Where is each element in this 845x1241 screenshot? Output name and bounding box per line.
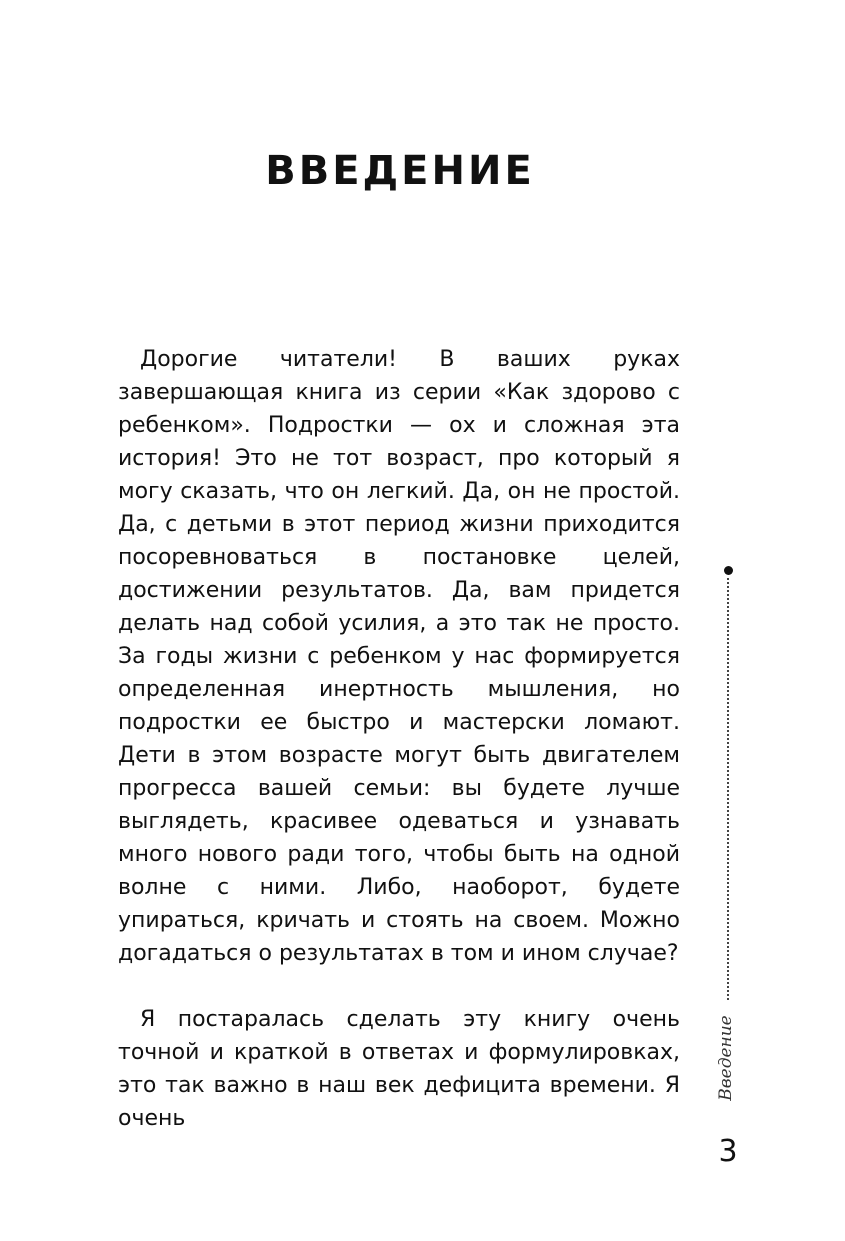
running-head-label: Введение (716, 1015, 736, 1101)
chapter-title: ВВЕДЕНИЕ (265, 148, 535, 194)
paragraph-2: Я постаралась сделать эту книгу очень точной и краткой в ответах и формулировках, это так важно в наш век дефицита времени. Я очень (118, 1007, 680, 1131)
page-number: 3 (718, 1134, 738, 1169)
body-text (118, 343, 680, 1135)
paragraph-1: Дорогие читатели! В ваших руках завершающая книга из серии «Как здорово с ребенком». Подростки — ох и сложная эта история! Это не тот возраст, про который я могу сказать, что он легкий. Да, он не простой. Да, с детьми в этот период жизни приходится посоревноваться в постановке целей, достижении результатов. Да, вам придется делать над собой усилия, а это так не просто. За годы жизни с ребенком у нас формируется определенная инертность мышления, но подростки ее быстро и мастерски ломают. Дети в этом возрасте могут быть двигателем прогресса вашей семьи: вы будете лучше выглядеть, красивее одеваться и узнавать много нового ради того, чтобы быть на одной волне с ними. Либо, наоборот, будете упираться, кричать и стоять на своем. Можно догадаться о результатах в том и ином случае? (118, 347, 680, 966)
margin-rule-dot (724, 566, 733, 575)
margin-dotted-rule (727, 578, 729, 1000)
running-head (713, 1015, 739, 1101)
